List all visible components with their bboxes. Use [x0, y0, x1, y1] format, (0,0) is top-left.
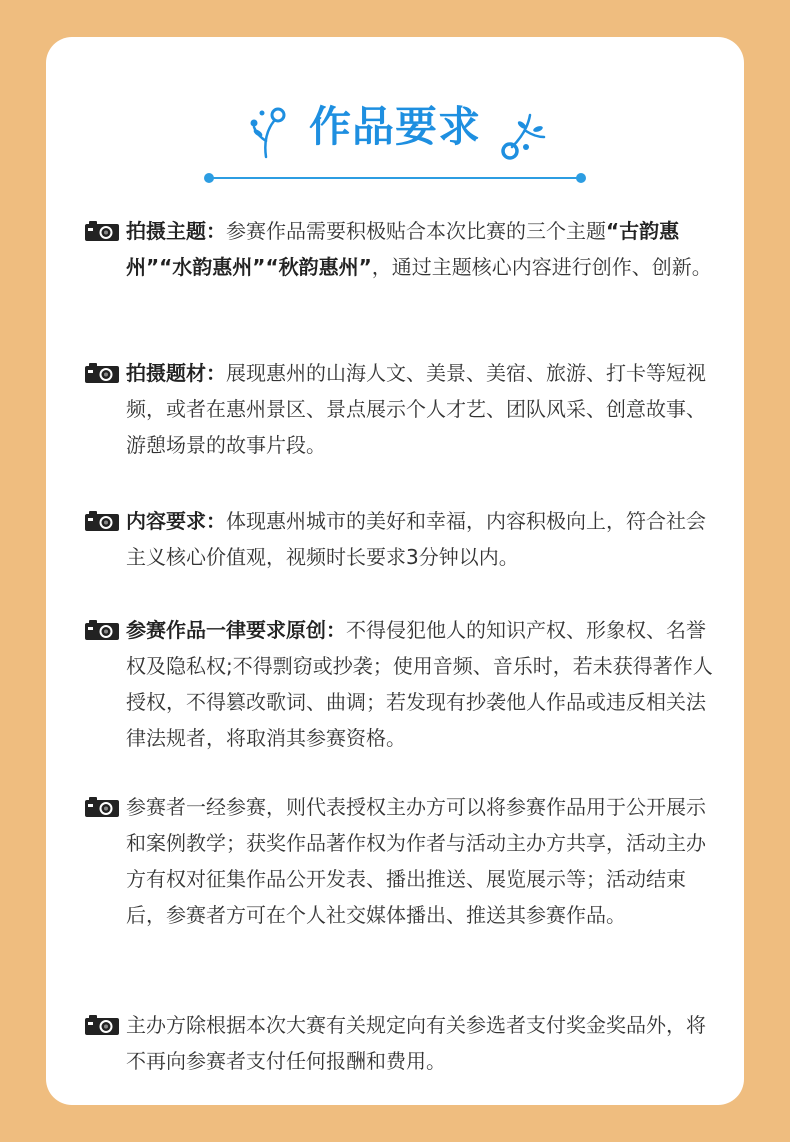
camera-icon	[84, 220, 120, 242]
content-card	[46, 37, 744, 1105]
title-underline	[208, 177, 582, 179]
section-header	[46, 99, 744, 199]
theme-name: “水韵惠州”	[159, 255, 266, 279]
camera-icon	[84, 1014, 120, 1036]
camera-icon	[84, 796, 120, 818]
requirement-text	[126, 213, 716, 285]
requirement-text: 主办方除根据本次大赛有关规定向有关参选者支付奖金奖品外，将不再向参赛者支付任何报酬和费用。	[126, 1013, 706, 1073]
requirement-body: 参赛作品需要积极贴合本次比赛的三个主题	[226, 219, 606, 243]
requirement-text	[126, 355, 716, 463]
camera-icon	[84, 362, 120, 384]
requirement-body: 体现惠州城市的美好和幸福，内容积极向上，符合社会主义核心价值观，视频时长要求3分钟以内。	[126, 509, 706, 569]
requirement-label: 参赛作品一律要求原创：	[126, 618, 346, 642]
requirement-text: 参赛者一经参赛，则代表授权主办方可以将参赛作品用于公开展示和案例教学；获奖作品著作权为作者与活动主办方共享，活动主办方有权对征集作品公开发表、播出推送、展览展示等；活动结束后，参赛者方可在个人社交媒体播出、推送其参赛作品。	[126, 795, 706, 927]
camera-icon	[84, 510, 120, 532]
requirement-item-payment	[84, 1007, 716, 1079]
requirement-item-authorization	[84, 789, 716, 933]
requirement-text	[126, 503, 716, 575]
requirement-label: 拍摄主题：	[126, 219, 226, 243]
page-title: 作品要求	[308, 102, 481, 151]
requirement-body: 展现惠州的山海人文、美景、美宿、旅游、打卡等短视频，或者在惠州景区、景点展示个人才艺、团队风采、创意故事、游憩场景的故事片段。	[126, 361, 706, 457]
camera-icon	[84, 619, 120, 641]
requirement-text	[126, 612, 716, 756]
requirement-label: 内容要求：	[126, 509, 226, 533]
requirement-body: ，通过主题核心内容进行创作、创新。	[371, 255, 712, 279]
title-underline-dot	[576, 173, 586, 183]
requirement-body: 不得侵犯他人的知识产权、形象权、名誉权及隐私权;不得剽窃或抄袭；使用音频、音乐时，若未获得著作人授权，不得篡改歌词、曲调；若发现有抄袭他人作品或违反相关法律法规者，将取消其参赛资格。	[126, 618, 713, 750]
requirement-label: 拍摄题材：	[126, 361, 226, 385]
requirement-item-theme	[84, 213, 716, 285]
requirement-item-originality	[84, 612, 716, 756]
theme-name: “秋韵惠州”	[265, 255, 372, 279]
flower-sprig-icon	[496, 111, 548, 163]
requirement-item-subject	[84, 355, 716, 463]
requirement-item-content	[84, 503, 716, 575]
theme-name: “古韵惠州”	[126, 219, 680, 279]
